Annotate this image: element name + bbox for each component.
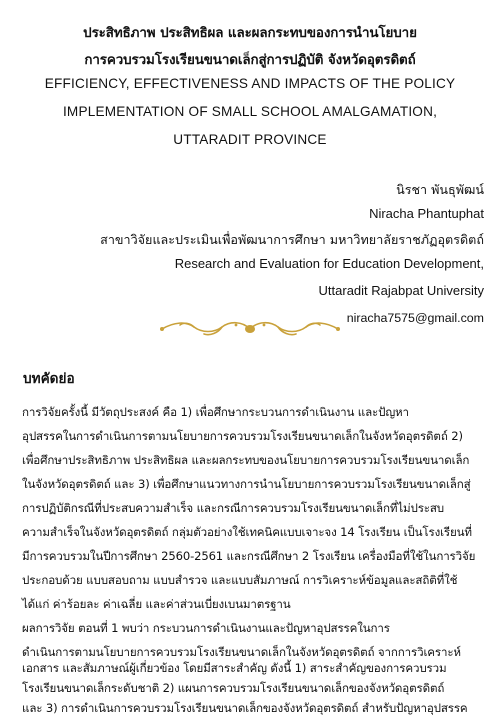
- abstract-line: เพื่อศึกษาประสิทธิภาพ ประสิทธิผล และผลกระทบของนโยบายการควบรวมโรงเรียนขนาดเล็ก: [22, 453, 470, 467]
- abstract-line: ผลการวิจัย ตอนที่ 1 พบว่า กระบวนการดำเนินงานและปัญหาอุปสรรคในการ: [22, 621, 390, 635]
- abstract-heading: บทคัดย่อ: [23, 371, 75, 387]
- abstract-line: ประกอบด้วย แบบสอบถาม แบบสำรวจ และแบบสัมภาษณ์ การวิเคราะห์ข้อมูลและสถิติที่ใช้: [22, 573, 458, 587]
- author-affiliation-english-line-1: Research and Evaluation for Education Development,: [174, 256, 484, 271]
- abstract-line: การปฏิบัติกรณีที่ประสบความสำเร็จ และกรณีการควบรวมโรงเรียนขนาดเล็กที่ไม่ประสบ: [22, 501, 444, 515]
- abstract-line: มีการควบรวมในปีการศึกษา 2560-2561 และกรณีศึกษา 2 โรงเรียน เครื่องมือที่ใช้ในการวิจัย: [22, 549, 476, 563]
- title-thai-line-2: การควบรวมโรงเรียนขนาดเล็กสู่การปฏิบัติ จังหวัดอุตรดิตถ์: [84, 53, 416, 68]
- author-email: niracha7575@gmail.com: [346, 311, 484, 325]
- author-affiliation-thai: สาขาวิจัยและประเมินเพื่อพัฒนาการศึกษา มหาวิทยาลัยราชภัฏอุตรดิตถ์: [100, 232, 484, 247]
- title-english-line-2: IMPLEMENTATION OF SMALL SCHOOL AMALGAMATION,: [62, 104, 438, 119]
- abstract-line: โรงเรียนขนาดเล็กระดับชาติ 2) แผนการควบรวมโรงเรียนขนาดเล็กของจังหวัดอุตรดิตถ์: [22, 681, 445, 695]
- title-thai-line-1: ประสิทธิภาพ ประสิทธิผล และผลกระทบของการนำนโยบาย: [83, 26, 417, 41]
- abstract-line: ดำเนินการตามนโยบายการควบรวมโรงเรียนขนาดเล็กในจังหวัดอุตรดิตถ์ จากการวิเคราะห์: [22, 645, 461, 659]
- author-affiliation-english-line-2: Uttaradit Rajabpat University: [318, 283, 484, 298]
- abstract-line: ความสำเร็จในจังหวัดอุตรดิตถ์ กลุ่มตัวอย่างใช้เทคนิคแบบเจาะจง 14 โรงเรียน เป็นโรงเรียนที่: [22, 525, 472, 539]
- abstract-line: อุปสรรคในการดำเนินการตามนโยบายการควบรวมโรงเรียนขนาดเล็กในจังหวัดอุตรดิตถ์ 2): [22, 429, 463, 443]
- author-name-thai: นิรชา พันธุพัฒน์: [396, 182, 484, 197]
- title-english-line-1: EFFICIENCY, EFFECTIVENESS AND IMPACTS OF THE POLICY: [44, 76, 456, 91]
- abstract-line: เอกสาร และสัมภาษณ์ผู้เกี่ยวข้อง โดยมีสาระสำคัญ ดังนี้ 1) สาระสำคัญของการควบรวม: [22, 661, 447, 675]
- title-english-line-3: UTTARADIT PROVINCE: [173, 132, 327, 147]
- abstract-line: ในจังหวัดอุตรดิตถ์ และ 3) เพื่อศึกษาแนวทางการนำนโยบายการควบรวมโรงเรียนขนาดเล็กสู่: [22, 477, 471, 491]
- author-name-english: Niracha Phantuphat: [369, 206, 484, 221]
- abstract-line: การวิจัยครั้งนี้ มีวัตถุประสงค์ คือ 1) เพื่อศึกษากระบวนการดำเนินงาน และปัญหา: [22, 405, 409, 419]
- abstract-line: และ 3) การดำเนินการควบรวมโรงเรียนขนาดเล็กของจังหวัดอุตรดิตถ์ สำหรับปัญหาอุปสรรค: [22, 701, 468, 715]
- abstract-line: ได้แก่ ค่าร้อยละ ค่าเฉลี่ย และค่าส่วนเบี่ยงเบนมาตรฐาน: [22, 597, 291, 611]
- ornament-divider-icon: [150, 318, 350, 340]
